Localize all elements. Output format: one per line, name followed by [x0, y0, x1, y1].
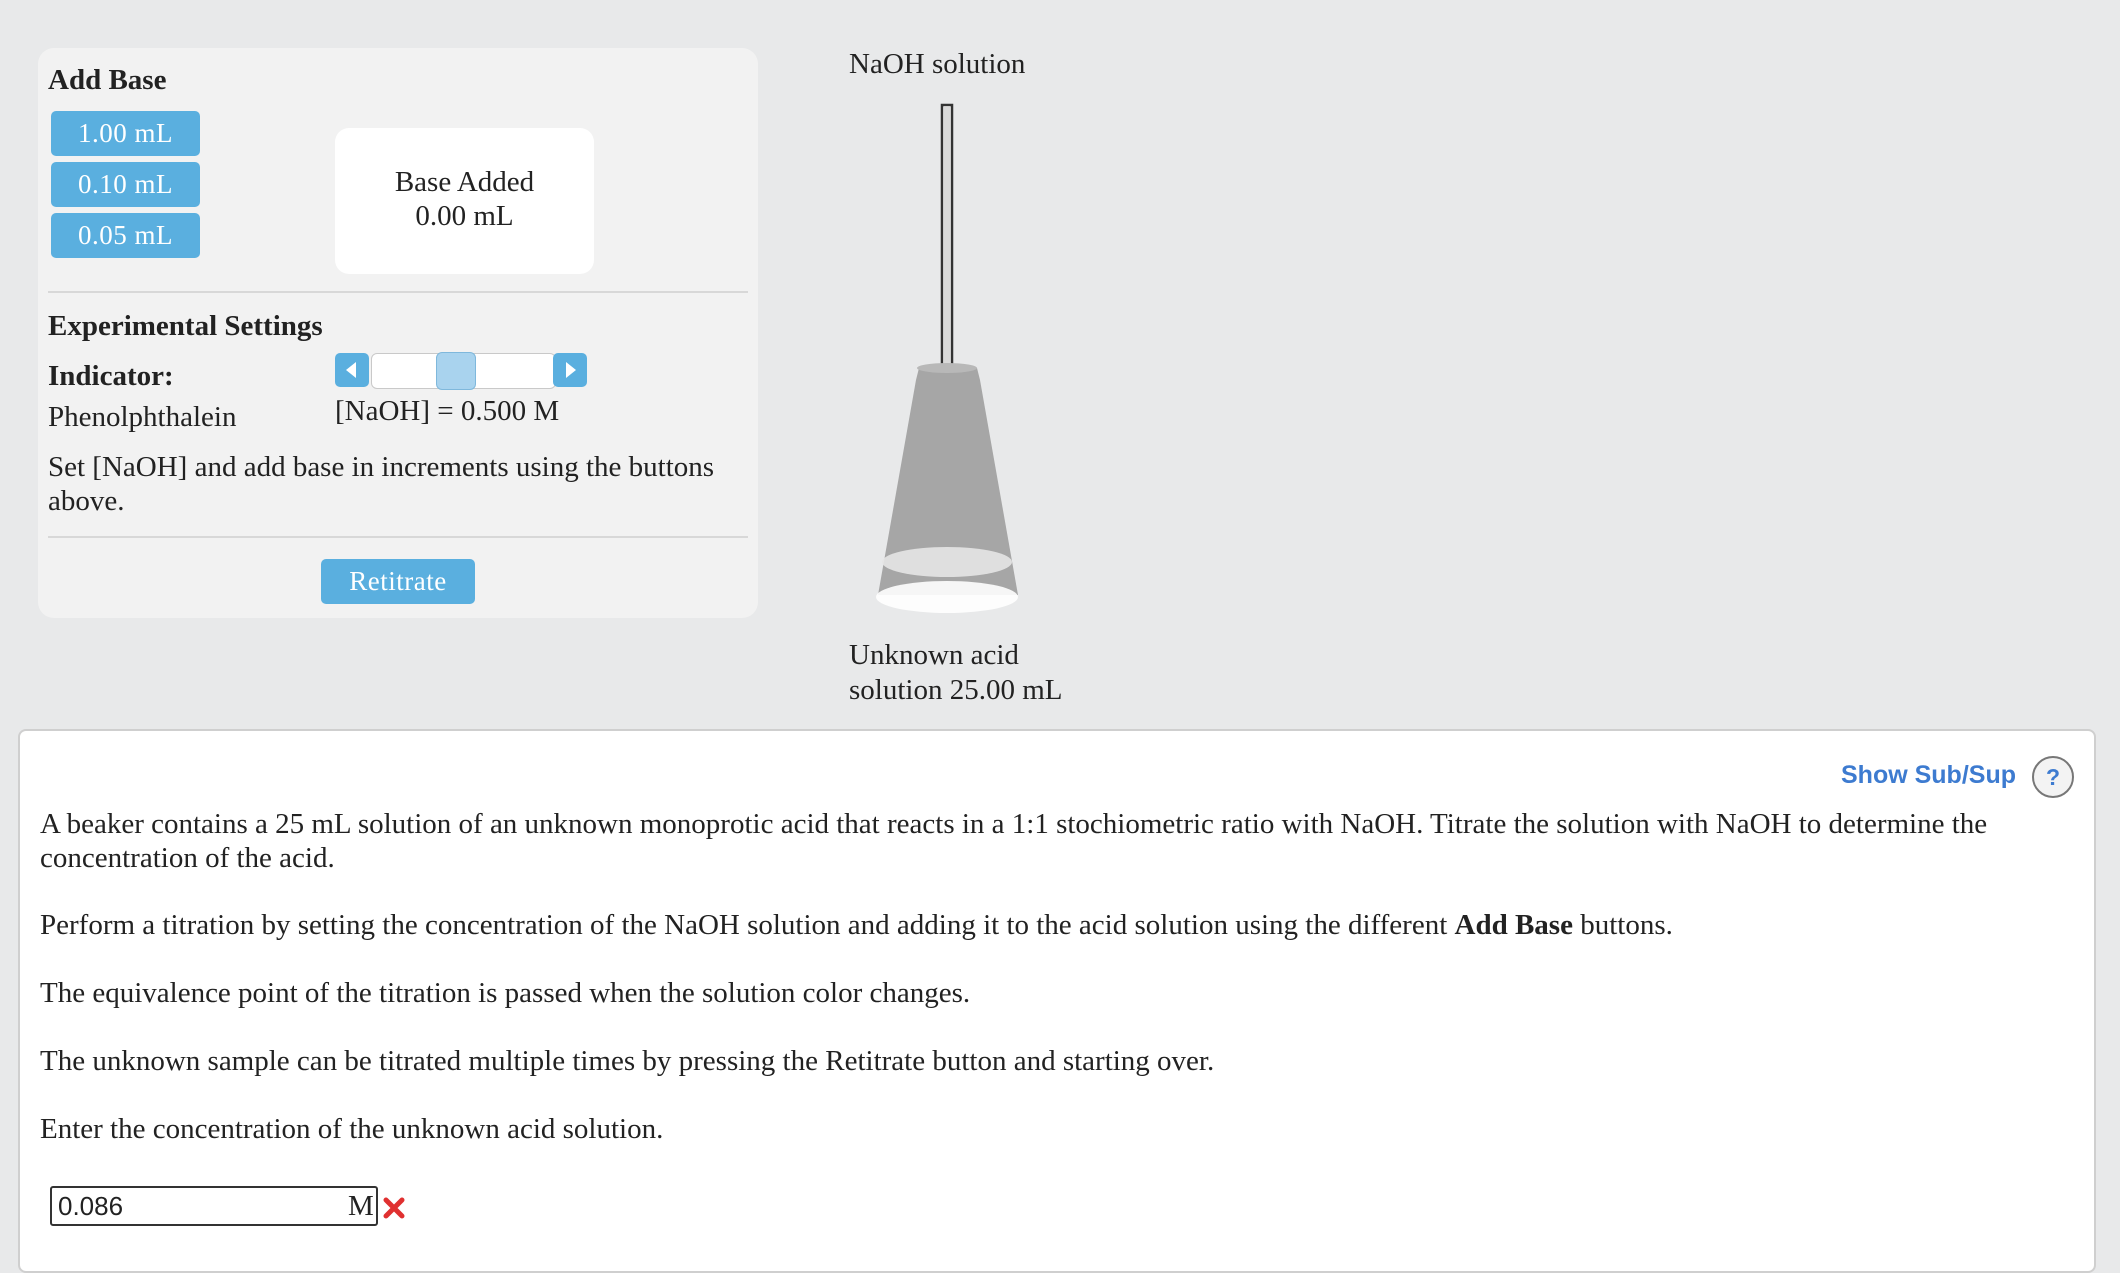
- chevron-left-icon: [335, 353, 369, 387]
- add-0-10-ml-button[interactable]: 0.10 mL: [51, 162, 200, 207]
- naoh-concentration-readout: [NaOH] = 0.500 M: [335, 395, 560, 427]
- beaker-label: [849, 638, 1062, 708]
- question-paragraph-3: The equivalence point of the titration is passed when the solution color changes.: [40, 977, 971, 1009]
- add-1-00-ml-button[interactable]: 1.00 mL: [51, 111, 200, 156]
- increase-concentration-button[interactable]: [553, 353, 587, 387]
- question-paragraph-5: Enter the concentration of the unknown acid solution.: [40, 1113, 664, 1145]
- question-paragraph-2: [40, 909, 1673, 942]
- question-paragraph-2-bold: Add Base: [1454, 909, 1573, 941]
- burette-label: NaOH solution: [849, 48, 1026, 80]
- question-paragraph-2-pre: Perform a titration by setting the concentration of the NaOH solution and adding it to the acid solution using the different: [40, 909, 1455, 941]
- burette-icon: [942, 105, 952, 394]
- concentration-slider-thumb[interactable]: [436, 352, 476, 390]
- question-paragraph-2-post: buttons.: [1572, 909, 1673, 941]
- question-card: [18, 729, 2096, 1273]
- divider: [48, 291, 748, 293]
- answer-unit: M: [348, 1190, 374, 1222]
- retitrate-button[interactable]: Retitrate: [321, 559, 475, 604]
- settings-instructions: Set [NaOH] and add base in increments using the buttons above.: [48, 451, 715, 517]
- incorrect-x-icon: [382, 1196, 406, 1220]
- base-added-readout: [335, 128, 594, 274]
- indicator-label: Indicator:: [48, 360, 174, 392]
- add-base-heading: Add Base: [48, 64, 167, 96]
- add-0-05-ml-button[interactable]: 0.05 mL: [51, 213, 200, 258]
- help-icon[interactable]: ?: [2032, 756, 2074, 798]
- flask-icon: [876, 363, 1018, 613]
- titration-apparatus: [860, 100, 1030, 620]
- chevron-right-icon: [553, 353, 587, 387]
- beaker-label-line2: solution 25.00 mL: [849, 674, 1063, 706]
- question-paragraph-4: The unknown sample can be titrated multiple times by pressing the Retitrate button and starting over.: [40, 1045, 1215, 1077]
- base-added-value: 0.00 mL: [415, 200, 514, 232]
- decrease-concentration-button[interactable]: [335, 353, 369, 387]
- question-paragraph-1: A beaker contains a 25 mL solution of an unknown monoprotic acid that reacts in a 1:1 stochiometric ratio with NaOH. Titrate the solution with NaOH to determine the concentration of the acid.: [40, 808, 1988, 874]
- base-added-label: Base Added: [394, 166, 535, 198]
- indicator-value: Phenolphthalein: [48, 401, 237, 433]
- titration-control-panel: [38, 48, 758, 618]
- show-subsup-link[interactable]: Show Sub/Sup: [1841, 761, 2016, 789]
- answer-input[interactable]: 0.086: [50, 1186, 378, 1226]
- experimental-settings-heading: Experimental Settings: [48, 310, 323, 342]
- beaker-label-line1: Unknown acid: [849, 639, 1019, 671]
- divider: [48, 536, 748, 538]
